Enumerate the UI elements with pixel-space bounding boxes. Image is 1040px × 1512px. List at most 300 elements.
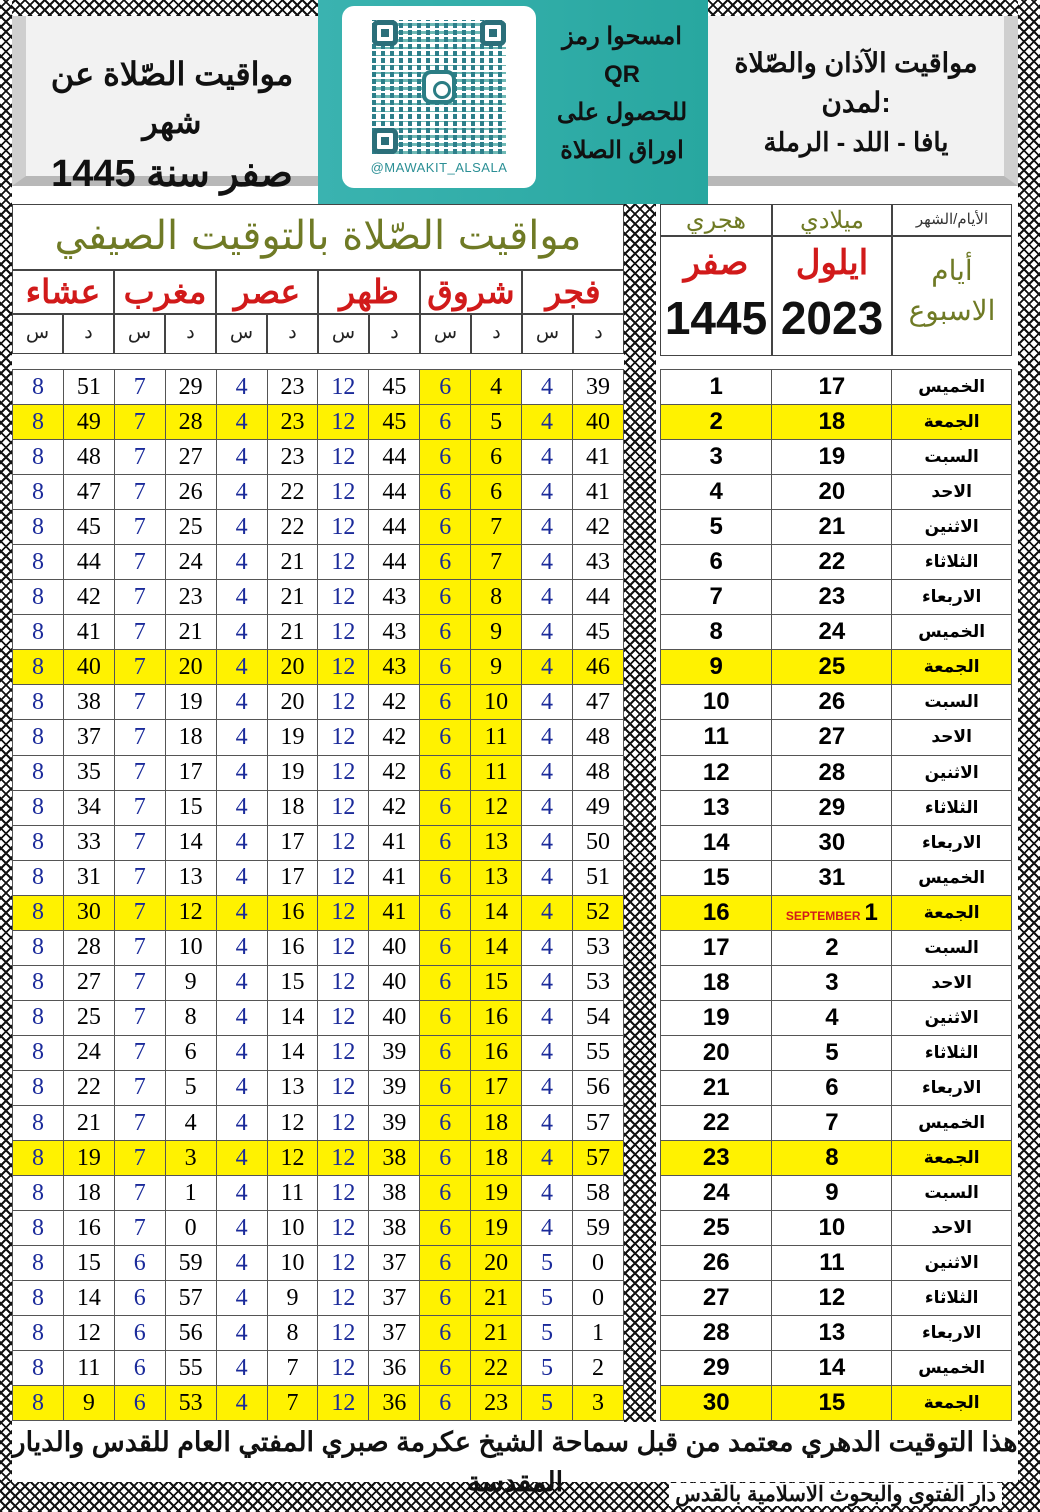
time-cell: 8 <box>13 720 64 755</box>
time-cell: 42 <box>369 790 420 825</box>
time-cell: 4 <box>165 1105 216 1140</box>
time-cell: 8 <box>13 615 64 650</box>
weekday-name: الجمعة <box>892 895 1012 930</box>
table-row <box>661 685 1012 720</box>
time-cell: 11 <box>471 755 522 790</box>
hijri-day: 2 <box>661 405 772 440</box>
time-cell: 4 <box>216 720 267 755</box>
time-cell: 4 <box>216 1316 267 1351</box>
time-cell: 7 <box>114 720 165 755</box>
time-cell: 37 <box>369 1246 420 1281</box>
table-row <box>13 1386 624 1421</box>
gregorian-day: 7 <box>772 1105 892 1140</box>
time-cell: 18 <box>63 1176 114 1211</box>
time-cell: 12 <box>318 965 369 1000</box>
time-cell: 4 <box>216 1246 267 1281</box>
time-cell: 4 <box>522 1035 573 1070</box>
time-cell: 4 <box>216 1000 267 1035</box>
time-cell: 12 <box>318 930 369 965</box>
hijri-day: 12 <box>661 755 772 790</box>
time-cell: 33 <box>63 825 114 860</box>
qr-code-icon[interactable] <box>372 20 506 154</box>
time-cell: 39 <box>369 1105 420 1140</box>
unit-minute: د <box>573 314 624 354</box>
time-cell: 49 <box>63 405 114 440</box>
gregorian-day: 23 <box>772 580 892 615</box>
time-cell: 6 <box>420 440 471 475</box>
time-cell: 2 <box>572 1351 623 1386</box>
time-cell: 7 <box>114 405 165 440</box>
table-row <box>661 405 1012 440</box>
time-cell: 7 <box>114 370 165 405</box>
time-cell: 22 <box>267 510 318 545</box>
time-cell: 21 <box>267 615 318 650</box>
table-row <box>661 1211 1012 1246</box>
time-cell: 44 <box>572 580 623 615</box>
time-cell: 44 <box>63 545 114 580</box>
weekday-name: الاثنين <box>892 1246 1012 1281</box>
time-cell: 16 <box>267 930 318 965</box>
time-cell: 12 <box>318 895 369 930</box>
time-cell: 1 <box>165 1176 216 1211</box>
time-cell: 10 <box>267 1211 318 1246</box>
time-cell: 4 <box>216 1035 267 1070</box>
time-cell: 6 <box>420 1035 471 1070</box>
table-row <box>13 860 624 895</box>
time-cell: 38 <box>369 1141 420 1176</box>
time-cell: 8 <box>13 895 64 930</box>
table-row <box>13 755 624 790</box>
time-cell: 38 <box>63 685 114 720</box>
table-row <box>661 1176 1012 1211</box>
time-cell: 41 <box>63 615 114 650</box>
time-cell: 5 <box>522 1246 573 1281</box>
time-cell: 7 <box>114 755 165 790</box>
september-label: SEPTEMBER <box>785 908 861 923</box>
time-cell: 12 <box>318 510 369 545</box>
hijri-month-box <box>660 236 772 356</box>
time-cell: 41 <box>572 475 623 510</box>
table-row <box>13 1281 624 1316</box>
time-cell: 47 <box>572 685 623 720</box>
time-cell: 45 <box>572 615 623 650</box>
time-cell: 4 <box>216 510 267 545</box>
gregorian-day: 24 <box>772 615 892 650</box>
time-cell: 17 <box>165 755 216 790</box>
time-cell: 12 <box>318 1316 369 1351</box>
time-cell: 7 <box>267 1386 318 1421</box>
time-cell: 4 <box>216 1211 267 1246</box>
time-cell: 6 <box>114 1281 165 1316</box>
gregorian-day: 22 <box>772 545 892 580</box>
ornamental-border-right <box>1018 0 1040 1512</box>
gregorian-month-box <box>772 236 892 356</box>
table-row <box>661 580 1012 615</box>
table-row <box>661 1105 1012 1140</box>
time-cell: 6 <box>420 720 471 755</box>
time-cell: 4 <box>522 615 573 650</box>
time-cell: 25 <box>63 1000 114 1035</box>
table-row <box>13 1105 624 1140</box>
time-cell: 40 <box>63 650 114 685</box>
time-cell: 23 <box>165 580 216 615</box>
weekday-name: السبت <box>892 1176 1012 1211</box>
time-cell: 23 <box>267 405 318 440</box>
days-month-header: الأيام/الشهر <box>892 204 1012 236</box>
time-cell: 7 <box>114 1105 165 1140</box>
time-cell: 7 <box>114 1070 165 1105</box>
table-row <box>13 895 624 930</box>
time-cell: 6 <box>420 580 471 615</box>
hijri-day: 24 <box>661 1176 772 1211</box>
time-cell: 21 <box>471 1316 522 1351</box>
time-cell: 4 <box>216 825 267 860</box>
table-row <box>13 720 624 755</box>
time-cell: 4 <box>216 930 267 965</box>
hijri-day: 19 <box>661 1000 772 1035</box>
time-cell: 4 <box>522 1070 573 1105</box>
time-cell: 12 <box>267 1141 318 1176</box>
time-cell: 21 <box>267 580 318 615</box>
time-cell: 16 <box>471 1035 522 1070</box>
time-cell: 8 <box>13 650 64 685</box>
qr-card[interactable] <box>342 6 536 188</box>
time-cell: 14 <box>165 825 216 860</box>
time-cell: 6 <box>420 1105 471 1140</box>
time-cell: 7 <box>114 1035 165 1070</box>
hijri-day: 14 <box>661 825 772 860</box>
time-cell: 8 <box>13 790 64 825</box>
gregorian-day: 10 <box>772 1211 892 1246</box>
gregorian-day: 28 <box>772 755 892 790</box>
time-cell: 12 <box>318 1070 369 1105</box>
time-cell: 0 <box>165 1211 216 1246</box>
table-row <box>13 930 624 965</box>
time-cell: 22 <box>471 1351 522 1386</box>
weekday-name: الخميس <box>892 370 1012 405</box>
time-cell: 8 <box>13 370 64 405</box>
hijri-day: 25 <box>661 1211 772 1246</box>
time-cell: 4 <box>216 1141 267 1176</box>
time-cell: 16 <box>63 1211 114 1246</box>
time-cell: 8 <box>13 1246 64 1281</box>
gregorian-day: 8 <box>772 1141 892 1176</box>
time-cell: 44 <box>369 510 420 545</box>
time-cell: 39 <box>369 1070 420 1105</box>
time-cell: 52 <box>572 895 623 930</box>
time-cell: 43 <box>369 580 420 615</box>
weekday-name: الثلاثاء <box>892 545 1012 580</box>
time-cell: 6 <box>420 1246 471 1281</box>
gregorian-day: 26 <box>772 685 892 720</box>
time-cell: 8 <box>13 1105 64 1140</box>
cities-title-line2: لمدن: <box>821 87 891 118</box>
table-row <box>13 965 624 1000</box>
time-cell: 12 <box>318 1000 369 1035</box>
time-cell: 8 <box>13 1035 64 1070</box>
time-cell: 45 <box>63 510 114 545</box>
time-cell: 7 <box>114 1141 165 1176</box>
weekday-name: الجمعة <box>892 405 1012 440</box>
time-cell: 6 <box>420 1281 471 1316</box>
time-cell: 12 <box>318 405 369 440</box>
time-cell: 12 <box>318 1246 369 1281</box>
time-cell: 16 <box>471 1000 522 1035</box>
weekday-name: الاربعاء <box>892 1070 1012 1105</box>
time-cell: 17 <box>267 860 318 895</box>
time-cell: 34 <box>63 790 114 825</box>
table-row <box>13 370 624 405</box>
table-row <box>13 1246 624 1281</box>
time-cell: 12 <box>471 790 522 825</box>
table-row <box>13 1070 624 1105</box>
time-cell: 12 <box>318 1351 369 1386</box>
time-cell: 8 <box>13 475 64 510</box>
time-cell: 6 <box>420 1386 471 1421</box>
time-cell: 8 <box>13 825 64 860</box>
time-cell: 6 <box>420 930 471 965</box>
table-row <box>661 930 1012 965</box>
ornamental-divider <box>624 200 656 1422</box>
month-title-panel <box>12 16 318 195</box>
time-cell: 9 <box>471 615 522 650</box>
time-cell: 4 <box>522 860 573 895</box>
hijri-day: 8 <box>661 615 772 650</box>
time-cell: 7 <box>114 685 165 720</box>
time-cell: 8 <box>13 755 64 790</box>
hijri-day: 7 <box>661 580 772 615</box>
time-cell: 8 <box>13 1281 64 1316</box>
table-row <box>661 615 1012 650</box>
time-cell: 12 <box>318 720 369 755</box>
table-row <box>13 1351 624 1386</box>
time-cell: 24 <box>63 1035 114 1070</box>
time-cell: 11 <box>471 720 522 755</box>
time-cell: 18 <box>471 1105 522 1140</box>
gregorian-day: 17 <box>772 370 892 405</box>
hijri-day: 30 <box>661 1386 772 1421</box>
time-cell: 42 <box>369 755 420 790</box>
time-cell: 5 <box>522 1281 573 1316</box>
time-cell: 12 <box>318 650 369 685</box>
time-cell: 6 <box>471 475 522 510</box>
time-cell: 44 <box>369 475 420 510</box>
time-cell: 4 <box>522 790 573 825</box>
time-cell: 4 <box>522 965 573 1000</box>
time-cell: 1 <box>572 1316 623 1351</box>
time-cell: 42 <box>369 720 420 755</box>
qr-corner-icon <box>372 20 398 46</box>
time-cell: 4 <box>216 895 267 930</box>
weekday-name: الاثنين <box>892 755 1012 790</box>
instagram-handle: @MAWAKIT_ALSALA <box>370 160 508 175</box>
time-cell: 6 <box>420 370 471 405</box>
time-cell: 20 <box>165 650 216 685</box>
time-cell: 43 <box>369 650 420 685</box>
time-cell: 9 <box>63 1386 114 1421</box>
weekday-name: السبت <box>892 440 1012 475</box>
time-cell: 4 <box>216 685 267 720</box>
time-cell: 30 <box>63 895 114 930</box>
time-cell: 12 <box>318 825 369 860</box>
gregorian-day: 20 <box>772 475 892 510</box>
table-row <box>13 1000 624 1035</box>
weekday-name: الاربعاء <box>892 1316 1012 1351</box>
time-cell: 12 <box>165 895 216 930</box>
table-row <box>13 580 624 615</box>
gregorian-day-number: 1 <box>864 898 878 926</box>
time-cell: 6 <box>420 475 471 510</box>
time-cell: 9 <box>165 965 216 1000</box>
time-cell: 15 <box>471 965 522 1000</box>
time-cell: 29 <box>165 370 216 405</box>
time-cell: 28 <box>165 405 216 440</box>
hijri-day: 10 <box>661 685 772 720</box>
gregorian-day: 14 <box>772 1351 892 1386</box>
month-title-line2: صفر سنة 1445 <box>51 153 293 195</box>
time-cell: 19 <box>267 755 318 790</box>
unit-hour: س <box>114 314 165 354</box>
cities-title-line1: مواقيت الآذان والصّلاة <box>734 48 978 78</box>
time-cell: 16 <box>267 895 318 930</box>
time-cell: 13 <box>267 1070 318 1105</box>
table-row <box>661 1281 1012 1316</box>
time-cell: 14 <box>471 895 522 930</box>
time-cell: 8 <box>13 545 64 580</box>
time-cell: 43 <box>369 615 420 650</box>
time-cell: 7 <box>114 895 165 930</box>
table-row <box>13 685 624 720</box>
time-cell: 4 <box>216 1176 267 1211</box>
time-cell: 20 <box>267 685 318 720</box>
approval-note: هذا التوقيت الدهري معتمد من قبل سماحة الشيخ عكرمة صبري المفتي العام للقدس والديار المقدسة <box>12 1422 1018 1462</box>
time-cell: 20 <box>471 1246 522 1281</box>
time-cell: 8 <box>267 1316 318 1351</box>
time-cell: 12 <box>318 580 369 615</box>
weekday-name: الاربعاء <box>892 580 1012 615</box>
time-cell: 11 <box>267 1176 318 1211</box>
time-cell: 6 <box>420 790 471 825</box>
weekday-name: السبت <box>892 685 1012 720</box>
time-cell: 3 <box>572 1386 623 1421</box>
table-row <box>13 1211 624 1246</box>
gregorian-day: 5 <box>772 1035 892 1070</box>
unit-minute: د <box>369 314 420 354</box>
time-cell: 7 <box>114 1000 165 1035</box>
time-cell: 12 <box>318 790 369 825</box>
time-cell: 7 <box>114 440 165 475</box>
weekday-name: الثلاثاء <box>892 1281 1012 1316</box>
time-cell: 40 <box>369 965 420 1000</box>
time-cell: 59 <box>165 1246 216 1281</box>
hijri-day: 6 <box>661 545 772 580</box>
table-row <box>661 720 1012 755</box>
weekday-name: الاحد <box>892 720 1012 755</box>
hijri-day: 16 <box>661 895 772 930</box>
time-cell: 8 <box>13 1351 64 1386</box>
time-cell: 44 <box>369 440 420 475</box>
time-cell: 22 <box>267 475 318 510</box>
hijri-day: 28 <box>661 1316 772 1351</box>
time-cell: 8 <box>471 580 522 615</box>
time-cell: 56 <box>165 1316 216 1351</box>
time-cell: 4 <box>522 1105 573 1140</box>
time-cell: 8 <box>13 1176 64 1211</box>
time-cell: 4 <box>216 405 267 440</box>
weekday-name: الاحد <box>892 475 1012 510</box>
time-cell: 40 <box>369 1000 420 1035</box>
table-row <box>13 615 624 650</box>
time-cell: 7 <box>114 475 165 510</box>
time-cell: 4 <box>216 650 267 685</box>
time-cell: 6 <box>420 510 471 545</box>
table-row <box>661 1246 1012 1281</box>
qr-text-line3: للحصول على <box>556 99 688 126</box>
table-row <box>13 1176 624 1211</box>
time-cell: 11 <box>63 1351 114 1386</box>
cities-list: يافا - اللد - الرملة <box>763 127 949 157</box>
month-title-line1: مواقيت الصّلاة عن شهر <box>50 56 294 140</box>
time-cell: 56 <box>572 1070 623 1105</box>
table-row <box>661 1351 1012 1386</box>
time-cell: 5 <box>522 1386 573 1421</box>
time-cell: 12 <box>318 1386 369 1421</box>
time-cell: 10 <box>165 930 216 965</box>
time-cell: 12 <box>318 545 369 580</box>
unit-minute: د <box>63 314 114 354</box>
time-cell: 6 <box>420 405 471 440</box>
time-cell: 12 <box>63 1316 114 1351</box>
time-cell: 31 <box>63 860 114 895</box>
unit-hour: س <box>318 314 369 354</box>
time-cell: 21 <box>267 545 318 580</box>
time-cell: 4 <box>522 755 573 790</box>
time-cell: 4 <box>216 1105 267 1140</box>
time-cell: 7 <box>114 615 165 650</box>
time-cell: 6 <box>420 1141 471 1176</box>
time-cell: 12 <box>267 1105 318 1140</box>
table-row <box>661 755 1012 790</box>
time-cell: 23 <box>267 440 318 475</box>
time-cell: 4 <box>522 1176 573 1211</box>
time-cell: 7 <box>114 650 165 685</box>
time-cell: 45 <box>369 405 420 440</box>
gregorian-day: 21 <box>772 510 892 545</box>
time-cell: 41 <box>369 895 420 930</box>
time-cell: 12 <box>318 1176 369 1211</box>
time-cell: 36 <box>369 1386 420 1421</box>
time-cell: 15 <box>63 1246 114 1281</box>
hijri-day: 13 <box>661 790 772 825</box>
table-row <box>13 1035 624 1070</box>
time-cell: 6 <box>420 860 471 895</box>
dates-table <box>660 369 1012 1421</box>
time-cell: 12 <box>318 440 369 475</box>
time-cell: 13 <box>471 825 522 860</box>
time-cell: 45 <box>369 370 420 405</box>
time-cell: 6 <box>420 1176 471 1211</box>
time-cell: 4 <box>216 965 267 1000</box>
time-cell: 26 <box>165 475 216 510</box>
hijri-day: 4 <box>661 475 772 510</box>
qr-instructions <box>536 18 708 170</box>
time-cell: 8 <box>13 1316 64 1351</box>
time-cell: 24 <box>165 545 216 580</box>
time-cell: 41 <box>369 825 420 860</box>
gregorian-day: 4 <box>772 1000 892 1035</box>
qr-corner-icon <box>372 128 398 154</box>
time-cell: 41 <box>572 440 623 475</box>
